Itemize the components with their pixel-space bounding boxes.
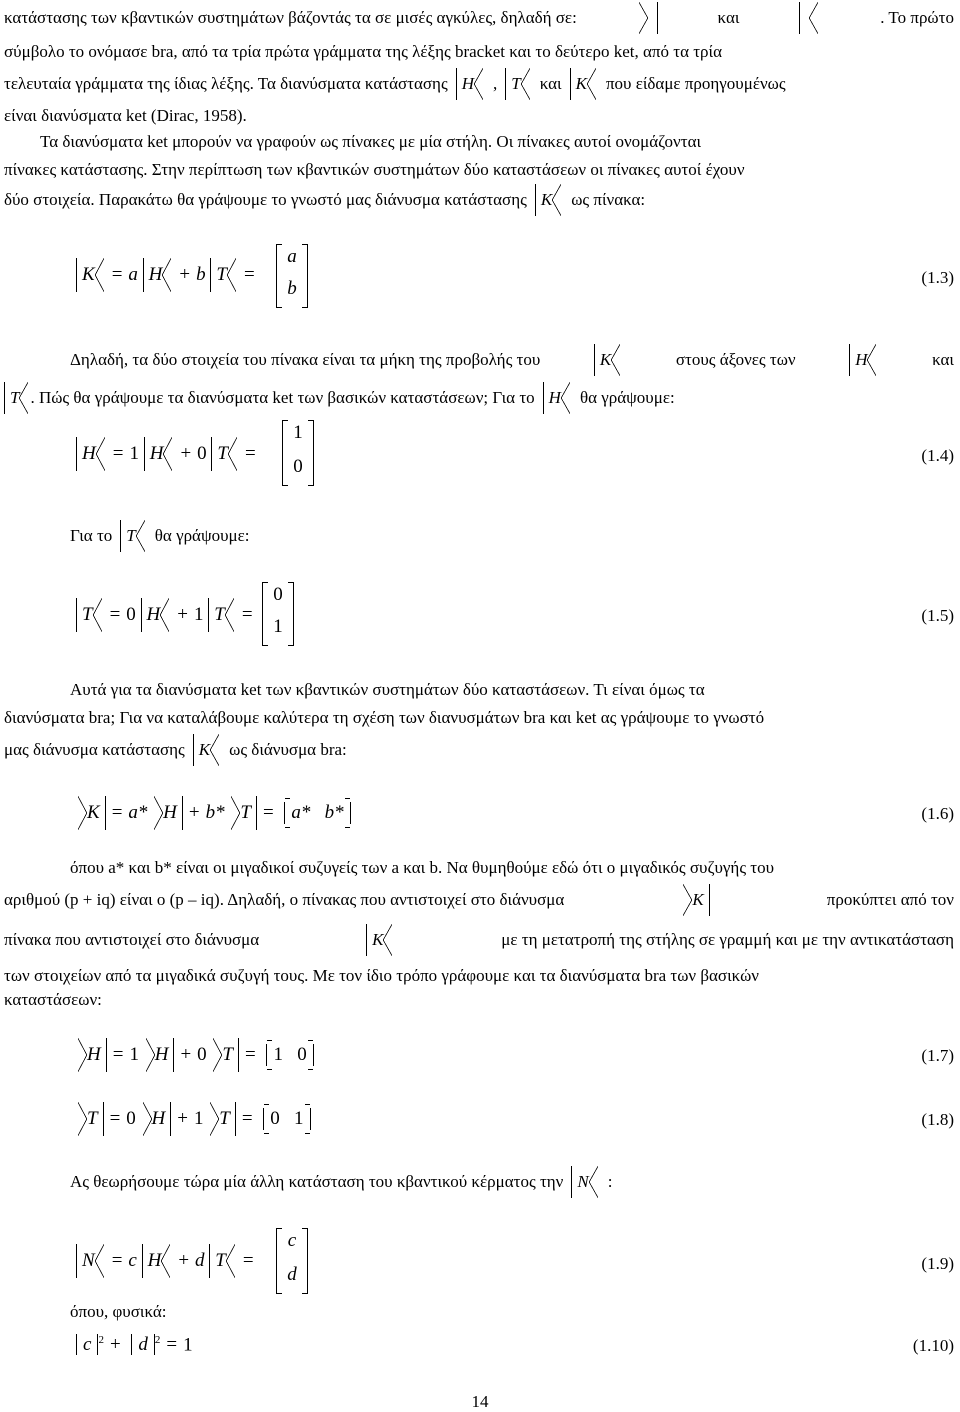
text-line: καταστάσεων:: [4, 990, 102, 1009]
equation-1-7: H = 1 H + 0 T = 1 0: [76, 1044, 314, 1066]
text: θα γράψουμε:: [579, 388, 675, 407]
text: που είδαμε προηγουμένως: [605, 74, 786, 93]
column-matrix: a b: [276, 244, 308, 308]
text: και: [539, 74, 562, 93]
text: αριθμού (p + iq) είναι ο (p – iq). Δηλαδή, ο πίνακας που αντιστοιχεί στο διάνυσμα: [4, 890, 565, 909]
text-line: [4, 966, 954, 986]
equation-1-10: c $^2$ + d $^2$ = 1: [76, 1334, 193, 1356]
bra-symbol: [637, 8, 658, 28]
ket-k: K: [535, 190, 563, 210]
column-matrix: 0 1: [262, 582, 294, 646]
text: Ας θεωρήσουμε τώρα μία άλλη κατάσταση του κβαντικού κέρματος την: [70, 1172, 564, 1191]
text-line: [70, 858, 954, 878]
text: Για το: [70, 526, 113, 545]
text: . Το πρώτο: [880, 8, 954, 27]
text: στους άξονες των: [675, 350, 796, 369]
equation-number: (1.9): [921, 1254, 954, 1273]
equation-number: (1.5): [921, 606, 954, 625]
text: ,: [492, 74, 498, 93]
text: τελευταία γράμματα της ίδιας λέξης. Τα διανύσματα κατάστασης: [4, 74, 448, 93]
equation-1-8: T = 0 H + 1 T = 0 1: [76, 1108, 311, 1130]
text-line: πίνακες κατάστασης. Στην περίπτωση των κβαντικών συστημάτων δύο καταστάσεων οι πίνακες αυτοί έχουν: [4, 160, 745, 179]
equation-number: (1.8): [921, 1110, 954, 1129]
text: και: [932, 350, 954, 369]
text: πίνακα που αντιστοιχεί στο διάνυσμα: [4, 930, 260, 949]
text-line: αριθμού (p + iq) είναι ο (p – iq). Δηλαδή, ο πίνακας που αντιστοιχεί στο διάνυσμα K προκύπτει από τον: [4, 890, 954, 909]
text: και: [717, 8, 740, 27]
ket-k: K: [570, 74, 598, 94]
column-matrix: c d: [276, 1228, 308, 1294]
text-line: [4, 190, 645, 210]
text-line: Ας θεωρήσουμε τώρα μία άλλη κατάσταση του κβαντικού κέρματος την N :: [70, 1172, 613, 1191]
equation-1-5: T = 0 H + 1 T =: [76, 604, 259, 626]
equation-1-3: K = a H + b T =: [76, 264, 261, 286]
text-line: όπου, φυσικά:: [70, 1302, 167, 1321]
text: ως διάνυσμα bra:: [229, 740, 347, 759]
text: θα γράψουμε:: [154, 526, 250, 545]
text: διανύσματα bra; Για να καταλάβουμε καλύτερα τη σχέση των διανυσμάτων bra και ket ας γράψουμε το γνωστό: [4, 708, 765, 727]
text: με τη μετατροπή της στήλης σε γραμμή και με την αντικατάσταση: [501, 930, 954, 949]
equation-number: (1.3): [921, 268, 954, 287]
page-number: 14: [471, 1392, 489, 1411]
equation-1-4: H = 1 H + 0 T =: [76, 443, 262, 465]
text: σύμβολο το ονόμασε bra, από τα τρία πρώτα γράμματα της λέξης bracket και το δεύτερο ket, από τα τρία: [4, 42, 723, 61]
text: δύο στοιχεία. Παρακάτω θα γράψουμε το γνωστό μας διάνυσμα κατάστασης: [4, 190, 527, 209]
text: ως πίνακα:: [571, 190, 646, 209]
text-line: [4, 8, 954, 28]
equation-number: (1.6): [921, 804, 954, 823]
text: των στοιχείων από τα μιγαδικά συζυγή τους. Με τον ίδιο τρόπο γράφουμε και τα διανύσματα bra των βασικών: [4, 966, 759, 985]
equation-1-9: N = c H + d T =: [76, 1250, 260, 1272]
text-line: Δηλαδή, τα δύο στοιχεία του πίνακα είναι τα μήκη της προβολής του K στους άξονες των H και: [70, 350, 954, 369]
text-line: Τα διανύσματα ket μπορούν να γραφούν ως πίνακες με μία στήλη. Οι πίνακες αυτοί ονομάζονται: [40, 132, 702, 151]
text: Δηλαδή, τα δύο στοιχεία του πίνακα είναι τα μήκη της προβολής του: [70, 350, 541, 369]
text: . Πώς θα γράψουμε τα διανύσματα ket των βασικών καταστάσεων; Για το: [30, 388, 535, 407]
text-line: [4, 708, 954, 728]
equation-number: (1.7): [921, 1046, 954, 1065]
text: μας διάνυσμα κατάστασης: [4, 740, 185, 759]
equation-1-6: K = a* H + b* T = a* b*: [76, 802, 351, 824]
text-line: μας διάνυσμα κατάστασης K ως διάνυσμα bra:: [4, 740, 347, 759]
text-line: [4, 42, 954, 62]
text-line: [4, 74, 954, 94]
equation-number: (1.10): [912, 1336, 954, 1355]
text-line: πίνακα που αντιστοιχεί στο διάνυσμα K με τη μετατροπή της στήλης σε γραμμή και με την αντικατάσταση: [4, 930, 954, 949]
equation-number: (1.4): [921, 446, 954, 465]
text-line: είναι διανύσματα ket (Dirac, 1958).: [4, 106, 247, 125]
ket-symbol: [799, 8, 820, 28]
column-matrix: 1 0: [282, 420, 314, 486]
text-line: [70, 680, 954, 700]
text-line: Για το T θα γράψουμε:: [70, 526, 250, 545]
text: προκύπτει από τον: [826, 890, 954, 909]
ket-h: H: [456, 74, 485, 94]
text: Αυτά για τα διανύσματα ket των κβαντικών συστημάτων δύο καταστάσεων. Τι είναι όμως τα: [70, 680, 705, 699]
ket-t: T: [505, 74, 531, 94]
text: :: [607, 1172, 613, 1191]
text: όπου a* και b* είναι οι μιγαδικοί συζυγείς των a και b. Να θυμηθούμε εδώ ότι ο μιγαδικός συζυγής του: [70, 858, 775, 877]
text-line: T . Πώς θα γράψουμε τα διανύσματα ket των βασικών καταστάσεων; Για το H θα γράψουμε:: [4, 388, 675, 408]
text: κατάστασης των κβαντικών συστημάτων βάζοντάς τα σε μισές αγκύλες, δηλαδή σε:: [4, 8, 577, 27]
